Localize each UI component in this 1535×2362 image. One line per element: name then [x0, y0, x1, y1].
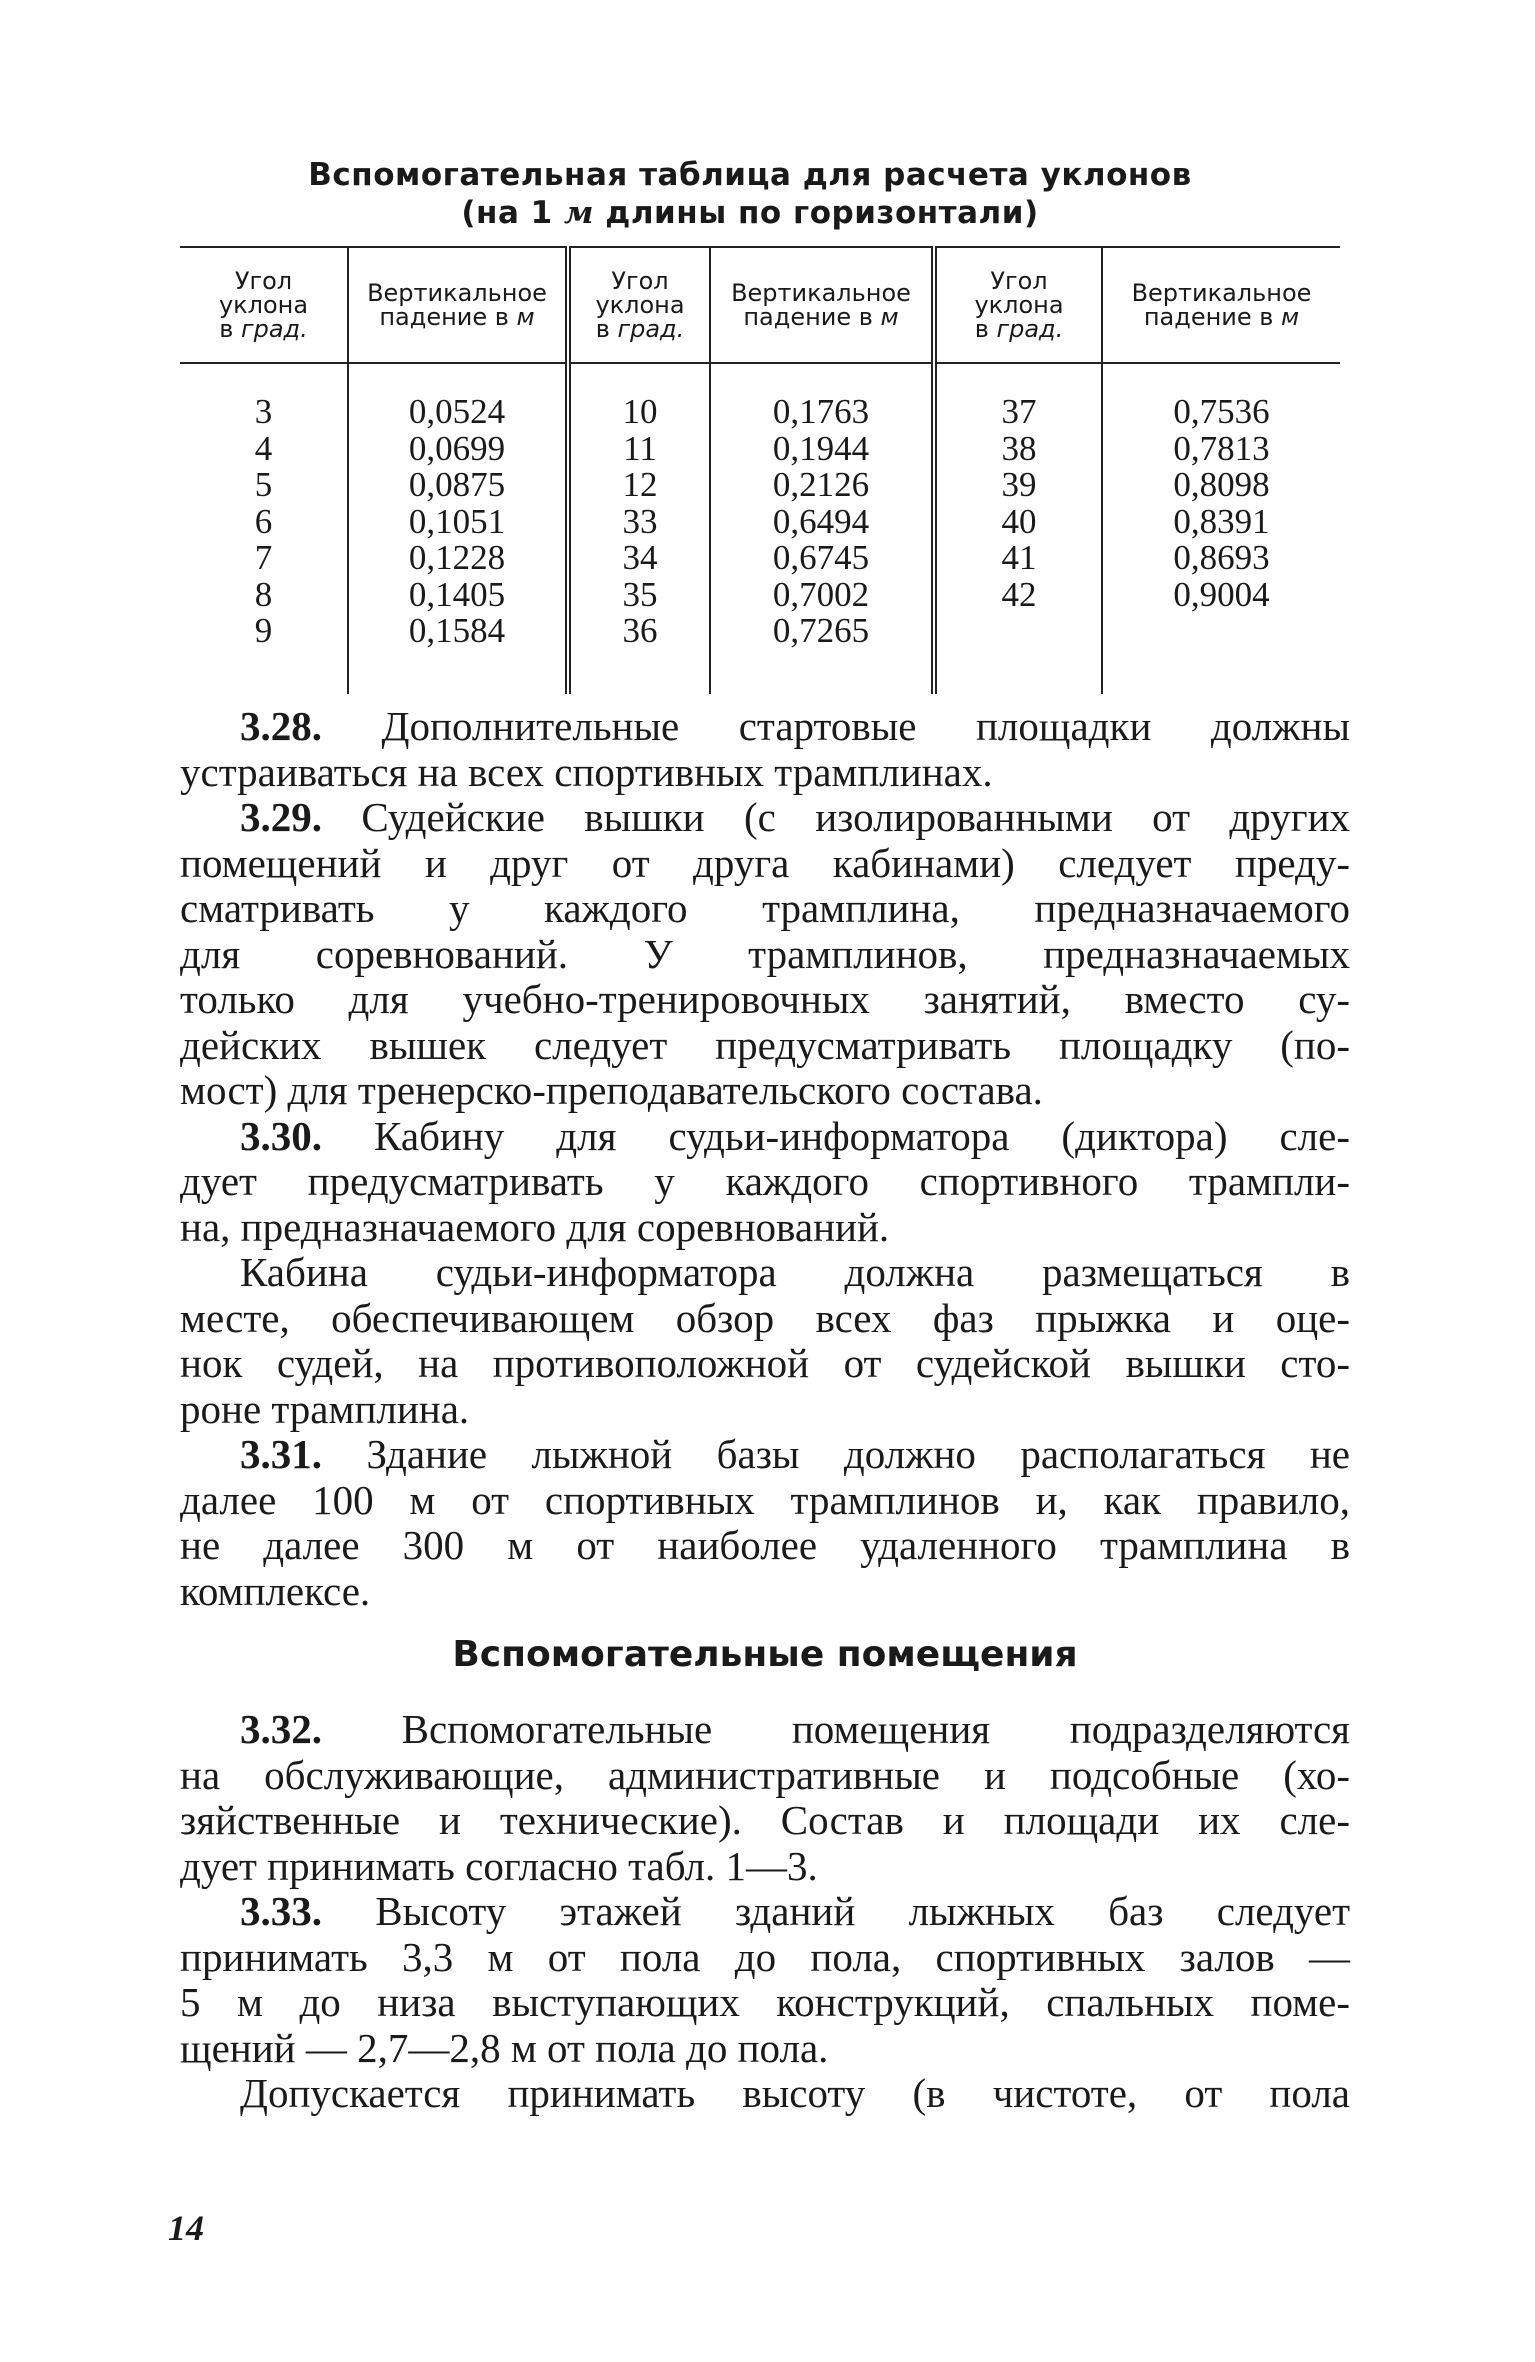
table-cell: 0,7002: [772, 574, 870, 614]
table-subtitle: (на 1 м длины по горизонтали): [461, 195, 1039, 231]
table-cell: 0,0699: [408, 428, 506, 468]
paragraph-3-32: 3.32. Вспомогательные помещения подразделяются на обслуживающие, административные и подсобные (хо- зяйственные и технические). Состав и площади их сле- дует принимать согласно табл. 1—3.: [180, 1706, 1351, 1889]
header-angle: Угол уклона в град.: [568, 247, 710, 363]
paragraph-3-30: 3.30. Кабину для судьи-информатора (диктора) сле- дует предусматривать у каждого спортивного трампли- на, предназначаемого для соревнований.: [180, 1112, 1350, 1250]
table-cell: 0,2126: [772, 465, 870, 504]
table-cell: 10: [622, 392, 658, 431]
table-cell: 40: [1001, 501, 1037, 541]
paragraph-3-31: 3.31. Здание лыжной базы должно располагаться не далее 100 м от спортивных трамплинов и, как правило, не далее 300 м от наиболее удаленного трамплина в комплексе.: [180, 1431, 1351, 1614]
body-text-upper: [180, 704, 1350, 1614]
clause-number: 3.32.: [240, 1706, 322, 1752]
table-cell: 4: [254, 428, 273, 468]
table-body-row: [180, 363, 1340, 694]
header-drop: Вертикальное падение в м: [1102, 247, 1340, 363]
table-cell: 37: [1001, 392, 1037, 431]
paragraph-3-30-cont: Кабина судьи-информатора должна размещаться в месте, обеспечивающем обзор всех фаз прыжка и оце- нок судей, на противоположной от судейской вышки сто- роне трамплина.: [180, 1249, 1350, 1432]
table-cell: 33: [622, 501, 658, 541]
table-cell: 39: [1001, 465, 1037, 504]
page-number: 14: [168, 2208, 204, 2248]
table-cell: 0,1051: [408, 501, 506, 541]
table-cell: 11: [623, 428, 657, 468]
table-cell: 7: [254, 538, 273, 577]
table-cell: 0,6745: [772, 538, 870, 577]
header-angle: Угол уклона в град.: [934, 247, 1102, 363]
table-cell: 0,1763: [772, 392, 870, 431]
table-cell: 0,0875: [408, 465, 506, 504]
table-cell: 0,1405: [408, 574, 506, 614]
table-cell: 36: [622, 611, 658, 650]
table-cell: 8: [254, 574, 273, 614]
table-cell: 38: [1001, 428, 1037, 468]
table-cell: 34: [622, 538, 658, 577]
header-angle: Угол уклона в град.: [180, 247, 348, 363]
table-cell: 0,1228: [408, 538, 506, 577]
table-cell: 0,7265: [772, 611, 870, 650]
paragraph-3-33-cont: Допускается принимать высоту (в чистоте, от пола: [240, 2070, 1350, 2116]
angle-column-2: [568, 363, 710, 694]
drop-column-3: [1102, 363, 1340, 694]
table-cell: 6: [254, 501, 273, 541]
table-cell: 41: [1001, 538, 1037, 577]
table-cell: 9: [254, 611, 273, 650]
table-cell: 3: [254, 392, 273, 431]
paragraph-3-29: 3.29. Судейские вышки (с изолированными от других помещений и друг от друга кабинами) следует преду- сматривать у каждого трамплина, предназначаемого для соревнований. У трамплинов, предназначаемых только для учебно-тренировочных занятий, вместо су- дейских вышек следует предусматривать площадку (по- мост) для тренерско-преподавательского состава.: [180, 794, 1351, 1113]
header-drop: Вертикальное падение в м: [348, 247, 568, 363]
table-cell: 0,1584: [408, 611, 506, 650]
paragraph-3-33: 3.33. Высоту этажей зданий лыжных баз следует принимать 3,3 м от пола до пола, спортивных залов — 5 м до низа выступающих конструкций, спальных поме- щений — 2,7—2,8 м от пола до пола.: [180, 1888, 1350, 2071]
table-header-row: [180, 247, 1340, 363]
clause-number: 3.31.: [240, 1431, 322, 1477]
paragraph-3-28: 3.28. Дополнительные стартовые площадки должны устраиваться на всех спортивных трамплинах.: [180, 703, 1351, 795]
header-drop: Вертикальное падение в м: [710, 247, 934, 363]
clause-number: 3.29.: [240, 794, 322, 840]
clause-number: 3.30.: [240, 1112, 322, 1159]
table-cell: 0,8098: [1173, 465, 1270, 504]
table-cell: 0,1944: [772, 428, 870, 468]
table-cell: 12: [622, 465, 658, 504]
slope-table: [180, 246, 1340, 694]
table-cell: 5: [254, 465, 273, 504]
table-cell: 0,0524: [408, 392, 506, 431]
clause-number: 3.28.: [240, 703, 322, 749]
table-cell: 0,6494: [772, 501, 870, 541]
angle-column-1: [180, 363, 348, 694]
body-text-lower: [180, 1707, 1350, 2117]
table-cell: 0,9004: [1173, 574, 1270, 614]
clause-number: 3.33.: [240, 1888, 322, 1934]
table-cell: 35: [622, 574, 658, 614]
angle-column-3: [934, 363, 1102, 694]
table-title: Вспомогательная таблица для расчета уклонов: [308, 157, 1192, 193]
table-cell: 42: [1001, 574, 1037, 614]
table-cell: 0,7813: [1173, 428, 1270, 468]
drop-column-1: [348, 363, 568, 694]
table-cell: 0,8693: [1173, 538, 1270, 577]
drop-column-2: [710, 363, 934, 694]
section-heading: Вспомогательные помещения: [452, 1634, 1078, 1675]
table-cell: 0,8391: [1173, 501, 1270, 541]
table-cell: 0,7536: [1173, 392, 1270, 431]
